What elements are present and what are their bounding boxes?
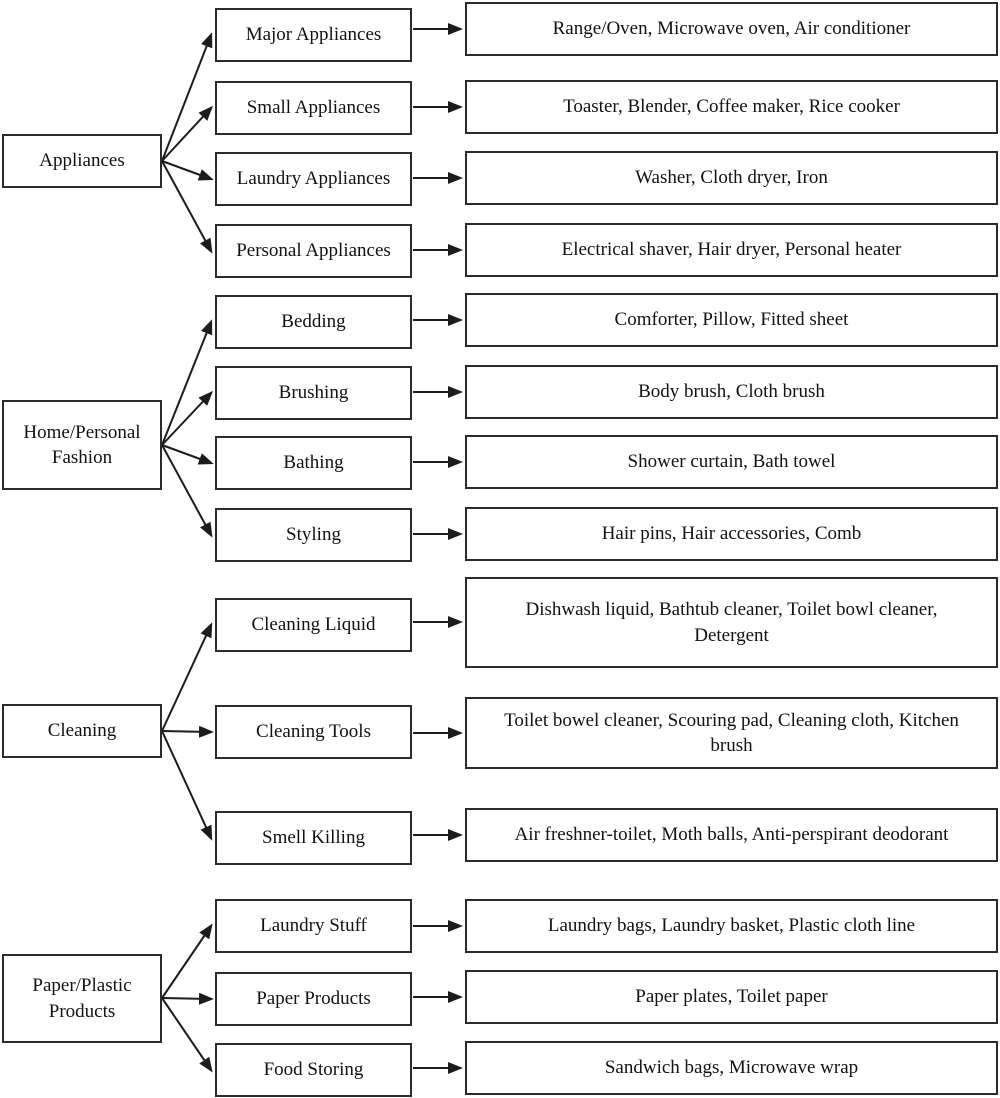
subcategory-label: Bedding <box>281 311 346 333</box>
category-box-appliances <box>2 134 162 188</box>
subcategory-label: Cleaning Liquid <box>251 614 376 636</box>
items-box-laundry-stuff <box>465 899 998 953</box>
subcategory-box-personal-appliances <box>215 224 412 278</box>
subcategory-label: Brushing <box>278 382 349 404</box>
subcategory-label: Small Appliances <box>246 97 381 119</box>
subcategory-label: Major Appliances <box>245 24 382 46</box>
items-box-paper-products <box>465 970 998 1024</box>
item-arrows-cleaning <box>413 622 460 835</box>
category-box-home-personal-fashion <box>2 400 162 490</box>
items-box-cleaning-tools <box>465 697 998 769</box>
items-box-laundry-appliances <box>465 151 998 205</box>
subcategory-box-smell-killing <box>215 811 412 865</box>
subcategory-box-cleaning-liquid <box>215 598 412 652</box>
items-text: Air freshner-toilet, Moth balls, Anti-perspirant deodorant <box>514 824 949 846</box>
subcategory-box-laundry-appliances <box>215 152 412 206</box>
items-box-styling <box>465 507 998 561</box>
items-box-personal-appliances <box>465 223 998 277</box>
items-box-small-appliances <box>465 80 998 134</box>
fan-arrows-appliances <box>162 35 211 251</box>
category-label: Cleaning <box>47 720 117 742</box>
items-text: Comforter, Pillow, Fitted sheet <box>614 309 849 331</box>
subcategory-box-food-storing <box>215 1043 412 1097</box>
subcategory-label: Styling <box>286 524 341 546</box>
items-box-bathing <box>465 435 998 489</box>
fan-arrows-home-personal-fashion <box>162 322 211 535</box>
item-arrows-appliances <box>413 29 460 250</box>
subcategory-label: Paper Products <box>256 988 371 1010</box>
subcategory-label: Smell Killing <box>262 827 365 849</box>
item-arrows-home-personal-fashion <box>413 320 460 534</box>
subcategory-box-cleaning-tools <box>215 705 412 759</box>
fan-arrows-paper-plastic-products <box>162 926 211 1070</box>
fan-arrows-cleaning <box>162 625 211 838</box>
items-box-smell-killing <box>465 808 998 862</box>
category-box-paper-plastic-products <box>2 954 162 1043</box>
subcategory-box-paper-products <box>215 972 412 1026</box>
subcategory-box-major-appliances <box>215 8 412 62</box>
items-box-brushing <box>465 365 998 419</box>
items-text: Shower curtain, Bath towel <box>627 451 836 473</box>
category-box-cleaning <box>2 704 162 758</box>
items-text: Paper plates, Toilet paper <box>635 986 828 1008</box>
items-text: Toilet bowel cleaner, Scouring pad, Cleaning cloth, Kitchen brush <box>504 709 959 756</box>
items-text: Sandwich bags, Microwave wrap <box>604 1057 859 1079</box>
subcategory-label: Food Storing <box>263 1059 364 1081</box>
category-label: Paper/Plastic Products <box>32 975 132 1022</box>
subcategory-label: Bathing <box>283 452 344 474</box>
subcategory-box-bathing <box>215 436 412 490</box>
items-text: Body brush, Cloth brush <box>638 381 825 403</box>
items-text: Dishwash liquid, Bathtub cleaner, Toilet bowl cleaner, Detergent <box>525 599 938 646</box>
items-box-food-storing <box>465 1041 998 1095</box>
items-text: Toaster, Blender, Coffee maker, Rice cooker <box>563 96 900 118</box>
subcategory-box-bedding <box>215 295 412 349</box>
items-text: Range/Oven, Microwave oven, Air conditioner <box>552 18 911 40</box>
subcategory-box-styling <box>215 508 412 562</box>
items-box-cleaning-liquid <box>465 577 998 668</box>
items-text: Washer, Cloth dryer, Iron <box>635 167 828 189</box>
category-label: Home/Personal Fashion <box>23 421 141 468</box>
items-text: Laundry bags, Laundry basket, Plastic cloth line <box>547 915 916 937</box>
category-label: Appliances <box>39 150 125 172</box>
items-text: Electrical shaver, Hair dryer, Personal heater <box>561 239 902 261</box>
items-box-bedding <box>465 293 998 347</box>
subcategory-label: Laundry Stuff <box>260 915 367 937</box>
subcategory-box-brushing <box>215 366 412 420</box>
subcategory-box-laundry-stuff <box>215 899 412 953</box>
items-box-major-appliances <box>465 2 998 56</box>
subcategory-box-small-appliances <box>215 81 412 135</box>
subcategory-label: Laundry Appliances <box>236 168 391 190</box>
subcategory-label: Personal Appliances <box>236 240 391 262</box>
items-text: Hair pins, Hair accessories, Comb <box>601 523 862 545</box>
item-arrows-paper-plastic-products <box>413 926 460 1068</box>
subcategory-label: Cleaning Tools <box>256 721 371 743</box>
